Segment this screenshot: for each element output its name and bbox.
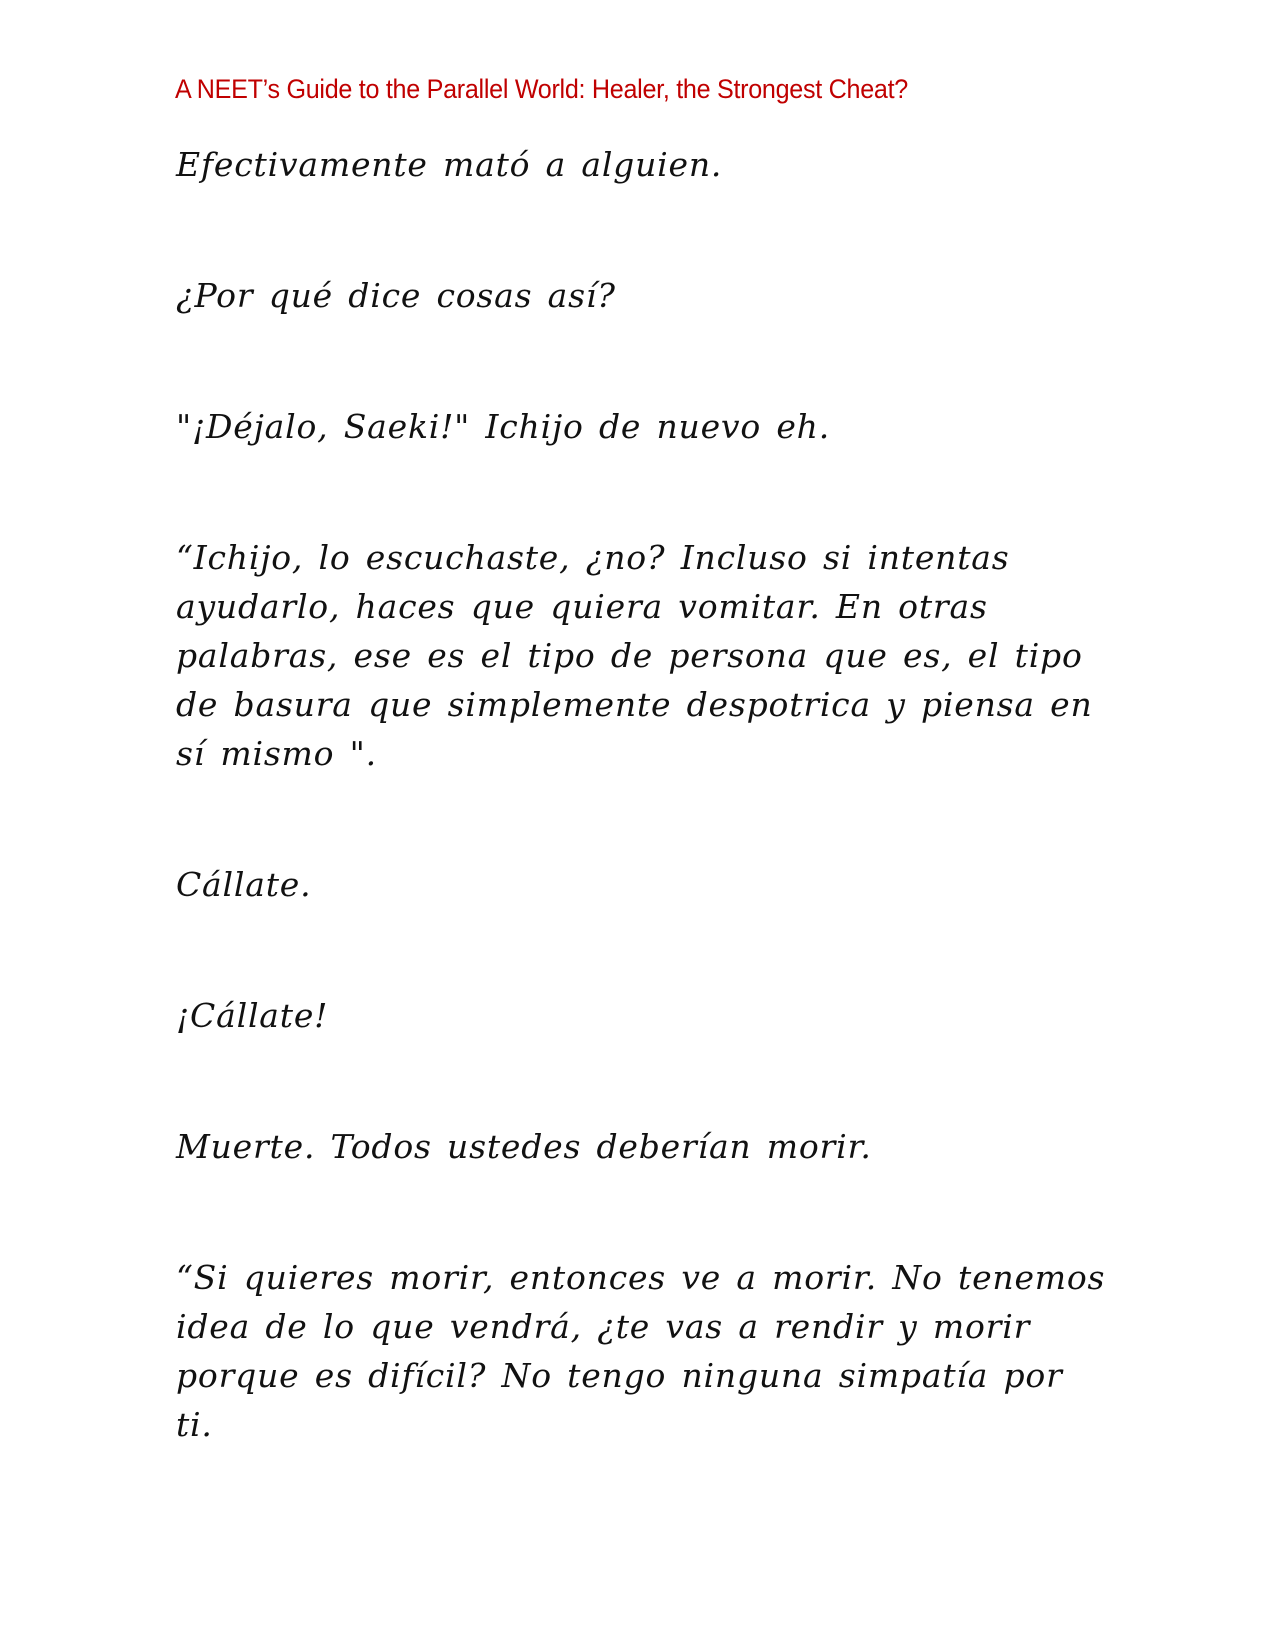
paragraph: Muerte. Todos ustedes deberían morir. bbox=[176, 1127, 872, 1166]
body-text bbox=[176, 140, 1106, 1449]
paragraph: ¡Cállate! bbox=[176, 996, 329, 1035]
paragraph: ¿Por qué dice cosas así? bbox=[176, 276, 616, 315]
paragraph: Efectivamente mató a alguien. bbox=[176, 145, 723, 184]
paragraph: “Si quieres morir, entonces ve a morir. No tenemos idea de lo que vendrá, ¿te vas a rendir y morir porque es difícil? No tengo ninguna simpatía por ti. bbox=[176, 1258, 1106, 1444]
paragraph: “Ichijo, lo escuchaste, ¿no? Incluso si intentas ayudarlo, haces que quiera vomitar. En otras palabras, ese es el tipo de persona que es, el tipo de basura que simplemente despotrica y piensa en sí mismo ". bbox=[176, 538, 1093, 773]
paragraph: "¡Déjalo, Saeki!" Ichijo de nuevo eh. bbox=[176, 407, 830, 446]
running-header-title: A NEET’s Guide to the Parallel World: Healer, the Strongest Cheat? bbox=[175, 74, 908, 104]
paragraph: Cállate. bbox=[176, 865, 312, 904]
